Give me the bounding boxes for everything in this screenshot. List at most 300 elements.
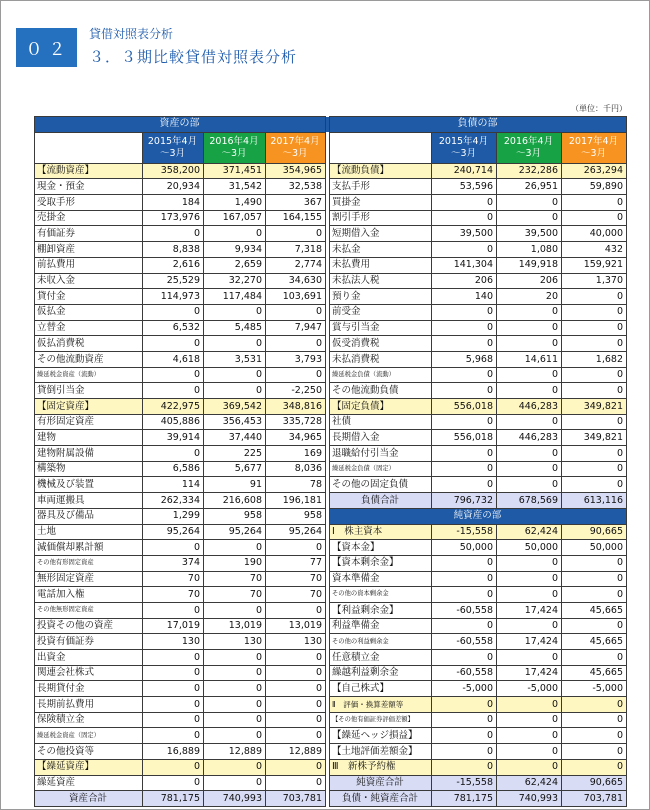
assets-value-2017: 0	[266, 367, 326, 383]
table-row	[35, 791, 627, 807]
assets-value-2017: 95,264	[266, 524, 326, 540]
liabilities-value-2017: 0	[562, 650, 627, 666]
table-row	[35, 524, 627, 540]
liabilities-value-2016: 0	[497, 336, 562, 352]
assets-row-label: 投資有価証券	[35, 634, 143, 650]
assets-value-2016: 9,934	[204, 242, 266, 258]
table-row	[35, 336, 627, 352]
assets-row-label: 仮払消費税	[35, 336, 143, 352]
liabilities-row-label: 【土地評価差額金】	[330, 744, 432, 760]
liabilities-value-2015: 140	[432, 289, 497, 305]
liabilities-value-2015: 0	[432, 242, 497, 258]
assets-value-2015: 781,175	[143, 791, 204, 807]
liabilities-value-2017: 90,665	[562, 775, 627, 791]
liabilities-value-2016: 39,500	[497, 226, 562, 242]
liabilities-row-label: 未払法人税	[330, 273, 432, 289]
assets-value-2017: 32,538	[266, 179, 326, 195]
liabilities-value-2015: 0	[432, 383, 497, 399]
liabilities-value-2015: 0	[432, 336, 497, 352]
assets-value-2017: 164,155	[266, 210, 326, 226]
assets-value-2016: 130	[204, 634, 266, 650]
assets-value-2017: 12,889	[266, 744, 326, 760]
assets-value-2017: 0	[266, 226, 326, 242]
assets-row-label: 売掛金	[35, 210, 143, 226]
liabilities-value-2016: 149,918	[497, 257, 562, 273]
year-header-text: 2016年4月 ～3月	[209, 135, 259, 159]
liabilities-header-blank	[330, 132, 432, 163]
liabilities-row-label: 仮受消費税	[330, 336, 432, 352]
liabilities-row-label: 繰延税金負債（流動）	[330, 367, 432, 383]
liabilities-value-2017: 349,821	[562, 430, 627, 446]
assets-row-label: 棚卸資産	[35, 242, 143, 258]
assets-year-2017-header	[266, 132, 326, 163]
liabilities-value-2016: 0	[497, 477, 562, 493]
liabilities-value-2015: 39,500	[432, 226, 497, 242]
assets-value-2016: 0	[204, 775, 266, 791]
liabilities-row-label: その他の固定負債	[330, 477, 432, 493]
assets-value-2015: 0	[143, 712, 204, 728]
liabilities-value-2017: 0	[562, 697, 627, 713]
liabilities-row-label: 資本準備金	[330, 571, 432, 587]
section-number-badge: ０２	[16, 28, 77, 67]
assets-value-2017: 78	[266, 477, 326, 493]
assets-value-2016: 91	[204, 477, 266, 493]
liabilities-value-2016: 62,424	[497, 524, 562, 540]
liabilities-row-label: Ⅱ 評価・換算差額等	[330, 697, 432, 713]
liabilities-row-label: 利益準備金	[330, 618, 432, 634]
assets-value-2015: 374	[143, 555, 204, 571]
unit-note: （単位：千円）	[571, 104, 627, 113]
assets-value-2016: 31,542	[204, 179, 266, 195]
assets-value-2017: 70	[266, 571, 326, 587]
liabilities-value-2015: 0	[432, 571, 497, 587]
liabilities-row-label: 負債・純資産合計	[330, 791, 432, 807]
assets-value-2016: 0	[204, 602, 266, 618]
liabilities-value-2017: 0	[562, 336, 627, 352]
assets-row-label: 構築物	[35, 461, 143, 477]
table-row	[35, 195, 627, 211]
liabilities-value-2016: 17,424	[497, 665, 562, 681]
assets-value-2017: 703,781	[266, 791, 326, 807]
liabilities-value-2016: 62,424	[497, 775, 562, 791]
liabilities-value-2016: 0	[497, 697, 562, 713]
liabilities-row-label: Ⅰ 株主資本	[330, 524, 432, 540]
liabilities-value-2015: 0	[432, 650, 497, 666]
liabilities-value-2017: 703,781	[562, 791, 627, 807]
liabilities-value-2015: 0	[432, 759, 497, 775]
liabilities-row-label: 短期借入金	[330, 226, 432, 242]
assets-row-label: 電話加入権	[35, 587, 143, 603]
assets-value-2015: 0	[143, 681, 204, 697]
liabilities-row-label: 未払金	[330, 242, 432, 258]
liabilities-row-label: 退職給付引当金	[330, 446, 432, 462]
liabilities-row-label: その他流動負債	[330, 383, 432, 399]
assets-value-2017: 335,728	[266, 414, 326, 430]
assets-row-label: 土地	[35, 524, 143, 540]
assets-value-2016: 0	[204, 728, 266, 744]
liabilities-value-2015: 141,304	[432, 257, 497, 273]
assets-value-2016: 190	[204, 555, 266, 571]
assets-value-2017: 3,793	[266, 351, 326, 367]
assets-value-2017: 34,965	[266, 430, 326, 446]
liabilities-value-2015: 0	[432, 587, 497, 603]
liabilities-value-2017: 1,682	[562, 351, 627, 367]
liabilities-value-2016: 0	[497, 571, 562, 587]
assets-value-2017: 367	[266, 195, 326, 211]
assets-value-2017: 130	[266, 634, 326, 650]
liabilities-value-2017: 0	[562, 587, 627, 603]
assets-row-label: 建物附属設備	[35, 446, 143, 462]
assets-value-2015: 1,299	[143, 508, 204, 524]
table-row	[35, 555, 627, 571]
table-row	[35, 697, 627, 713]
assets-value-2015: 0	[143, 697, 204, 713]
assets-row-label: 受取手形	[35, 195, 143, 211]
liabilities-value-2016: 50,000	[497, 540, 562, 556]
assets-row-label: 【繰延資産】	[35, 759, 143, 775]
liabilities-value-2017: 0	[562, 555, 627, 571]
liabilities-row-label: 負債合計	[330, 493, 432, 509]
assets-value-2015: 358,200	[143, 163, 204, 179]
assets-value-2015: 0	[143, 367, 204, 383]
liabilities-year-2016-header	[497, 132, 562, 163]
assets-row-label: 未収入金	[35, 273, 143, 289]
liabilities-value-2017: -5,000	[562, 681, 627, 697]
liabilities-value-2015: -15,558	[432, 524, 497, 540]
table-row	[35, 351, 627, 367]
assets-value-2016: 0	[204, 367, 266, 383]
table-row	[35, 210, 627, 226]
table-row	[35, 414, 627, 430]
liabilities-value-2015: 0	[432, 555, 497, 571]
year-header-text: 2017年4月 ～3月	[270, 135, 320, 159]
assets-value-2015: 0	[143, 304, 204, 320]
assets-row-label: 【固定資産】	[35, 399, 143, 415]
liabilities-value-2017: 0	[562, 571, 627, 587]
assets-row-label: その他無形固定資産	[35, 602, 143, 618]
liabilities-value-2016: 0	[497, 650, 562, 666]
assets-value-2015: 70	[143, 571, 204, 587]
assets-row-label: 資産合計	[35, 791, 143, 807]
table-row	[35, 587, 627, 603]
liabilities-value-2015: -60,558	[432, 665, 497, 681]
assets-value-2015: 0	[143, 775, 204, 791]
table-row	[35, 634, 627, 650]
liabilities-value-2017: 432	[562, 242, 627, 258]
table-row	[35, 461, 627, 477]
liabilities-value-2015: 0	[432, 367, 497, 383]
assets-row-label: 前払費用	[35, 257, 143, 273]
assets-value-2016: 0	[204, 336, 266, 352]
assets-header-blank	[35, 132, 143, 163]
liabilities-value-2016: 0	[497, 712, 562, 728]
table-row	[35, 399, 627, 415]
assets-value-2016: 0	[204, 665, 266, 681]
liabilities-row-label: 長期借入金	[330, 430, 432, 446]
liabilities-value-2016: 0	[497, 618, 562, 634]
assets-value-2017: 0	[266, 304, 326, 320]
assets-value-2017: 0	[266, 602, 326, 618]
liabilities-value-2017: 0	[562, 320, 627, 336]
liabilities-value-2017: 50,000	[562, 540, 627, 556]
table-row	[35, 759, 627, 775]
table-row	[35, 289, 627, 305]
assets-value-2016: 12,889	[204, 744, 266, 760]
liabilities-year-2015-header	[432, 132, 497, 163]
assets-value-2015: 130	[143, 634, 204, 650]
assets-value-2016: 0	[204, 540, 266, 556]
liabilities-value-2015: 5,968	[432, 351, 497, 367]
liabilities-value-2016: 232,286	[497, 163, 562, 179]
liabilities-value-2015: 50,000	[432, 540, 497, 556]
assets-value-2015: 0	[143, 540, 204, 556]
assets-value-2016: 225	[204, 446, 266, 462]
assets-value-2016: 37,440	[204, 430, 266, 446]
liabilities-row-label: 割引手形	[330, 210, 432, 226]
assets-value-2017: 8,036	[266, 461, 326, 477]
liabilities-row-label: 未払費用	[330, 257, 432, 273]
liabilities-value-2017: 0	[562, 744, 627, 760]
table-row	[35, 242, 627, 258]
assets-row-label: 減価償却累計額	[35, 540, 143, 556]
assets-value-2015: 0	[143, 728, 204, 744]
liabilities-value-2016: 0	[497, 320, 562, 336]
assets-value-2015: 184	[143, 195, 204, 211]
liabilities-value-2015: 0	[432, 304, 497, 320]
assets-value-2017: 0	[266, 665, 326, 681]
assets-value-2017: 348,816	[266, 399, 326, 415]
liabilities-value-2016: 0	[497, 728, 562, 744]
table-row	[35, 367, 627, 383]
assets-value-2015: 25,529	[143, 273, 204, 289]
table-row	[35, 650, 627, 666]
liabilities-value-2016: 26,951	[497, 179, 562, 195]
assets-row-label: 貸倒引当金	[35, 383, 143, 399]
liabilities-value-2017: 0	[562, 383, 627, 399]
assets-value-2017: -2,250	[266, 383, 326, 399]
liabilities-row-label: その他の利益剰余金	[330, 634, 432, 650]
liabilities-value-2015: 556,018	[432, 399, 497, 415]
assets-value-2016: 740,993	[204, 791, 266, 807]
assets-value-2016: 958	[204, 508, 266, 524]
assets-row-label: 仮払金	[35, 304, 143, 320]
assets-value-2015: 95,264	[143, 524, 204, 540]
assets-value-2015: 173,976	[143, 210, 204, 226]
liabilities-value-2017: 0	[562, 195, 627, 211]
assets-value-2015: 6,532	[143, 320, 204, 336]
assets-row-label: 立替金	[35, 320, 143, 336]
table-row	[35, 744, 627, 760]
assets-value-2015: 0	[143, 383, 204, 399]
assets-row-label: 無形固定資産	[35, 571, 143, 587]
liabilities-value-2017: 45,665	[562, 634, 627, 650]
liabilities-value-2015: 0	[432, 477, 497, 493]
assets-value-2015: 114,973	[143, 289, 204, 305]
liabilities-row-label: 買掛金	[330, 195, 432, 211]
assets-value-2016: 356,453	[204, 414, 266, 430]
liabilities-value-2016: 0	[497, 414, 562, 430]
liabilities-value-2017: 0	[562, 759, 627, 775]
liabilities-value-2015: 240,714	[432, 163, 497, 179]
liabilities-value-2015: 556,018	[432, 430, 497, 446]
liabilities-row-label: 【自己株式】	[330, 681, 432, 697]
liabilities-value-2015: -60,558	[432, 602, 497, 618]
assets-row-label: 関連会社株式	[35, 665, 143, 681]
liabilities-value-2016: 0	[497, 744, 562, 760]
assets-value-2016: 0	[204, 759, 266, 775]
assets-value-2015: 16,889	[143, 744, 204, 760]
table-row	[35, 618, 627, 634]
assets-value-2016: 167,057	[204, 210, 266, 226]
assets-value-2016: 3,531	[204, 351, 266, 367]
assets-value-2017: 0	[266, 712, 326, 728]
liabilities-value-2017: 349,821	[562, 399, 627, 415]
liabilities-value-2017: 0	[562, 461, 627, 477]
assets-value-2016: 0	[204, 304, 266, 320]
assets-value-2015: 405,886	[143, 414, 204, 430]
liabilities-value-2017: 45,665	[562, 602, 627, 618]
assets-value-2015: 0	[143, 759, 204, 775]
liabilities-value-2015: 0	[432, 195, 497, 211]
liabilities-row-label: 未払消費税	[330, 351, 432, 367]
liabilities-value-2015: 0	[432, 728, 497, 744]
page-title: ３．３期比較貸借対照表分析	[89, 48, 298, 66]
assets-value-2017: 169	[266, 446, 326, 462]
assets-value-2017: 196,181	[266, 493, 326, 509]
assets-value-2015: 20,934	[143, 179, 204, 195]
liabilities-value-2017: 0	[562, 289, 627, 305]
assets-year-2016-header	[204, 132, 266, 163]
liabilities-value-2015: 0	[432, 461, 497, 477]
liabilities-value-2016: 206	[497, 273, 562, 289]
assets-value-2017: 0	[266, 775, 326, 791]
assets-value-2017: 0	[266, 759, 326, 775]
assets-row-label: 建物	[35, 430, 143, 446]
assets-value-2016: 0	[204, 697, 266, 713]
assets-row-label: 機械及び装置	[35, 477, 143, 493]
table-row	[35, 304, 627, 320]
assets-value-2017: 77	[266, 555, 326, 571]
assets-section-title: 資産の部	[35, 117, 326, 133]
assets-value-2015: 0	[143, 336, 204, 352]
balance-sheet-table	[34, 116, 627, 807]
year-header-text: 2016年4月 ～3月	[503, 135, 554, 159]
liabilities-row-label: その他の資本剰余金	[330, 587, 432, 603]
liabilities-value-2016: 17,424	[497, 634, 562, 650]
liabilities-row-label: 任意積立金	[330, 650, 432, 666]
assets-value-2016: 369,542	[204, 399, 266, 415]
assets-value-2015: 4,618	[143, 351, 204, 367]
assets-value-2017: 0	[266, 697, 326, 713]
liabilities-value-2017: 0	[562, 618, 627, 634]
liabilities-value-2016: 0	[497, 367, 562, 383]
assets-value-2015: 17,019	[143, 618, 204, 634]
liabilities-value-2015: 781,175	[432, 791, 497, 807]
assets-value-2016: 0	[204, 650, 266, 666]
assets-value-2017: 0	[266, 336, 326, 352]
liabilities-value-2017: 0	[562, 414, 627, 430]
liabilities-value-2017: 1,370	[562, 273, 627, 289]
liabilities-value-2015: 0	[432, 414, 497, 430]
assets-row-label: 出資金	[35, 650, 143, 666]
assets-value-2017: 354,965	[266, 163, 326, 179]
assets-row-label: 有形固定資産	[35, 414, 143, 430]
liabilities-row-label: 【利益剰余金】	[330, 602, 432, 618]
liabilities-value-2015: 0	[432, 446, 497, 462]
liabilities-row-label: 繰越利益剰余金	[330, 665, 432, 681]
liabilities-value-2017: 45,665	[562, 665, 627, 681]
assets-value-2016: 371,451	[204, 163, 266, 179]
liabilities-value-2016: 0	[497, 446, 562, 462]
table-row	[35, 540, 627, 556]
table-row	[35, 226, 627, 242]
year-header-text: 2017年4月 ～3月	[568, 135, 619, 159]
assets-value-2016: 2,659	[204, 257, 266, 273]
year-header-text: 2015年4月 ～3月	[438, 135, 489, 159]
liabilities-value-2016: 20	[497, 289, 562, 305]
table-row	[35, 665, 627, 681]
assets-value-2016: 1,490	[204, 195, 266, 211]
liabilities-value-2015: -5,000	[432, 681, 497, 697]
assets-row-label: その他有形固定資産	[35, 555, 143, 571]
table-row	[35, 383, 627, 399]
table-row	[35, 571, 627, 587]
assets-value-2015: 114	[143, 477, 204, 493]
liabilities-row-label: 前受金	[330, 304, 432, 320]
liabilities-row-label: 純資産合計	[330, 775, 432, 791]
table-row	[35, 493, 627, 509]
assets-row-label: 長期前払費用	[35, 697, 143, 713]
liabilities-value-2015: 0	[432, 712, 497, 728]
liabilities-value-2017: 0	[562, 712, 627, 728]
liabilities-row-label: 【固定負債】	[330, 399, 432, 415]
assets-value-2017: 7,947	[266, 320, 326, 336]
liabilities-value-2015: 0	[432, 320, 497, 336]
assets-value-2015: 0	[143, 602, 204, 618]
liabilities-value-2017: 613,116	[562, 493, 627, 509]
liabilities-value-2015: 53,596	[432, 179, 497, 195]
liabilities-value-2016: 446,283	[497, 399, 562, 415]
liabilities-row-label: 【資本金】	[330, 540, 432, 556]
assets-value-2016: 70	[204, 571, 266, 587]
assets-row-label: 保険積立金	[35, 712, 143, 728]
table-row	[35, 477, 627, 493]
assets-value-2017: 0	[266, 650, 326, 666]
liabilities-row-label: 賞与引当金	[330, 320, 432, 336]
assets-row-label: 車両運搬具	[35, 493, 143, 509]
assets-value-2017: 13,019	[266, 618, 326, 634]
table-row	[35, 273, 627, 289]
assets-row-label: 繰延税金資産（流動）	[35, 367, 143, 383]
assets-value-2017: 7,318	[266, 242, 326, 258]
liabilities-value-2017: 0	[562, 210, 627, 226]
liabilities-value-2016: 0	[497, 383, 562, 399]
assets-value-2015: 39,914	[143, 430, 204, 446]
table-row	[35, 602, 627, 618]
liabilities-value-2016: 0	[497, 304, 562, 320]
liabilities-row-label: 【その他有価証券評価差額】	[330, 712, 432, 728]
liabilities-value-2015: -15,558	[432, 775, 497, 791]
assets-row-label: 現金・預金	[35, 179, 143, 195]
liabilities-value-2016: -5,000	[497, 681, 562, 697]
assets-value-2015: 0	[143, 446, 204, 462]
table-row	[35, 728, 627, 744]
liabilities-value-2017: 0	[562, 728, 627, 744]
assets-value-2016: 216,608	[204, 493, 266, 509]
assets-value-2016: 13,019	[204, 618, 266, 634]
liabilities-row-label: 【流動負債】	[330, 163, 432, 179]
liabilities-row-label: 【繰延ヘッジ損益】	[330, 728, 432, 744]
